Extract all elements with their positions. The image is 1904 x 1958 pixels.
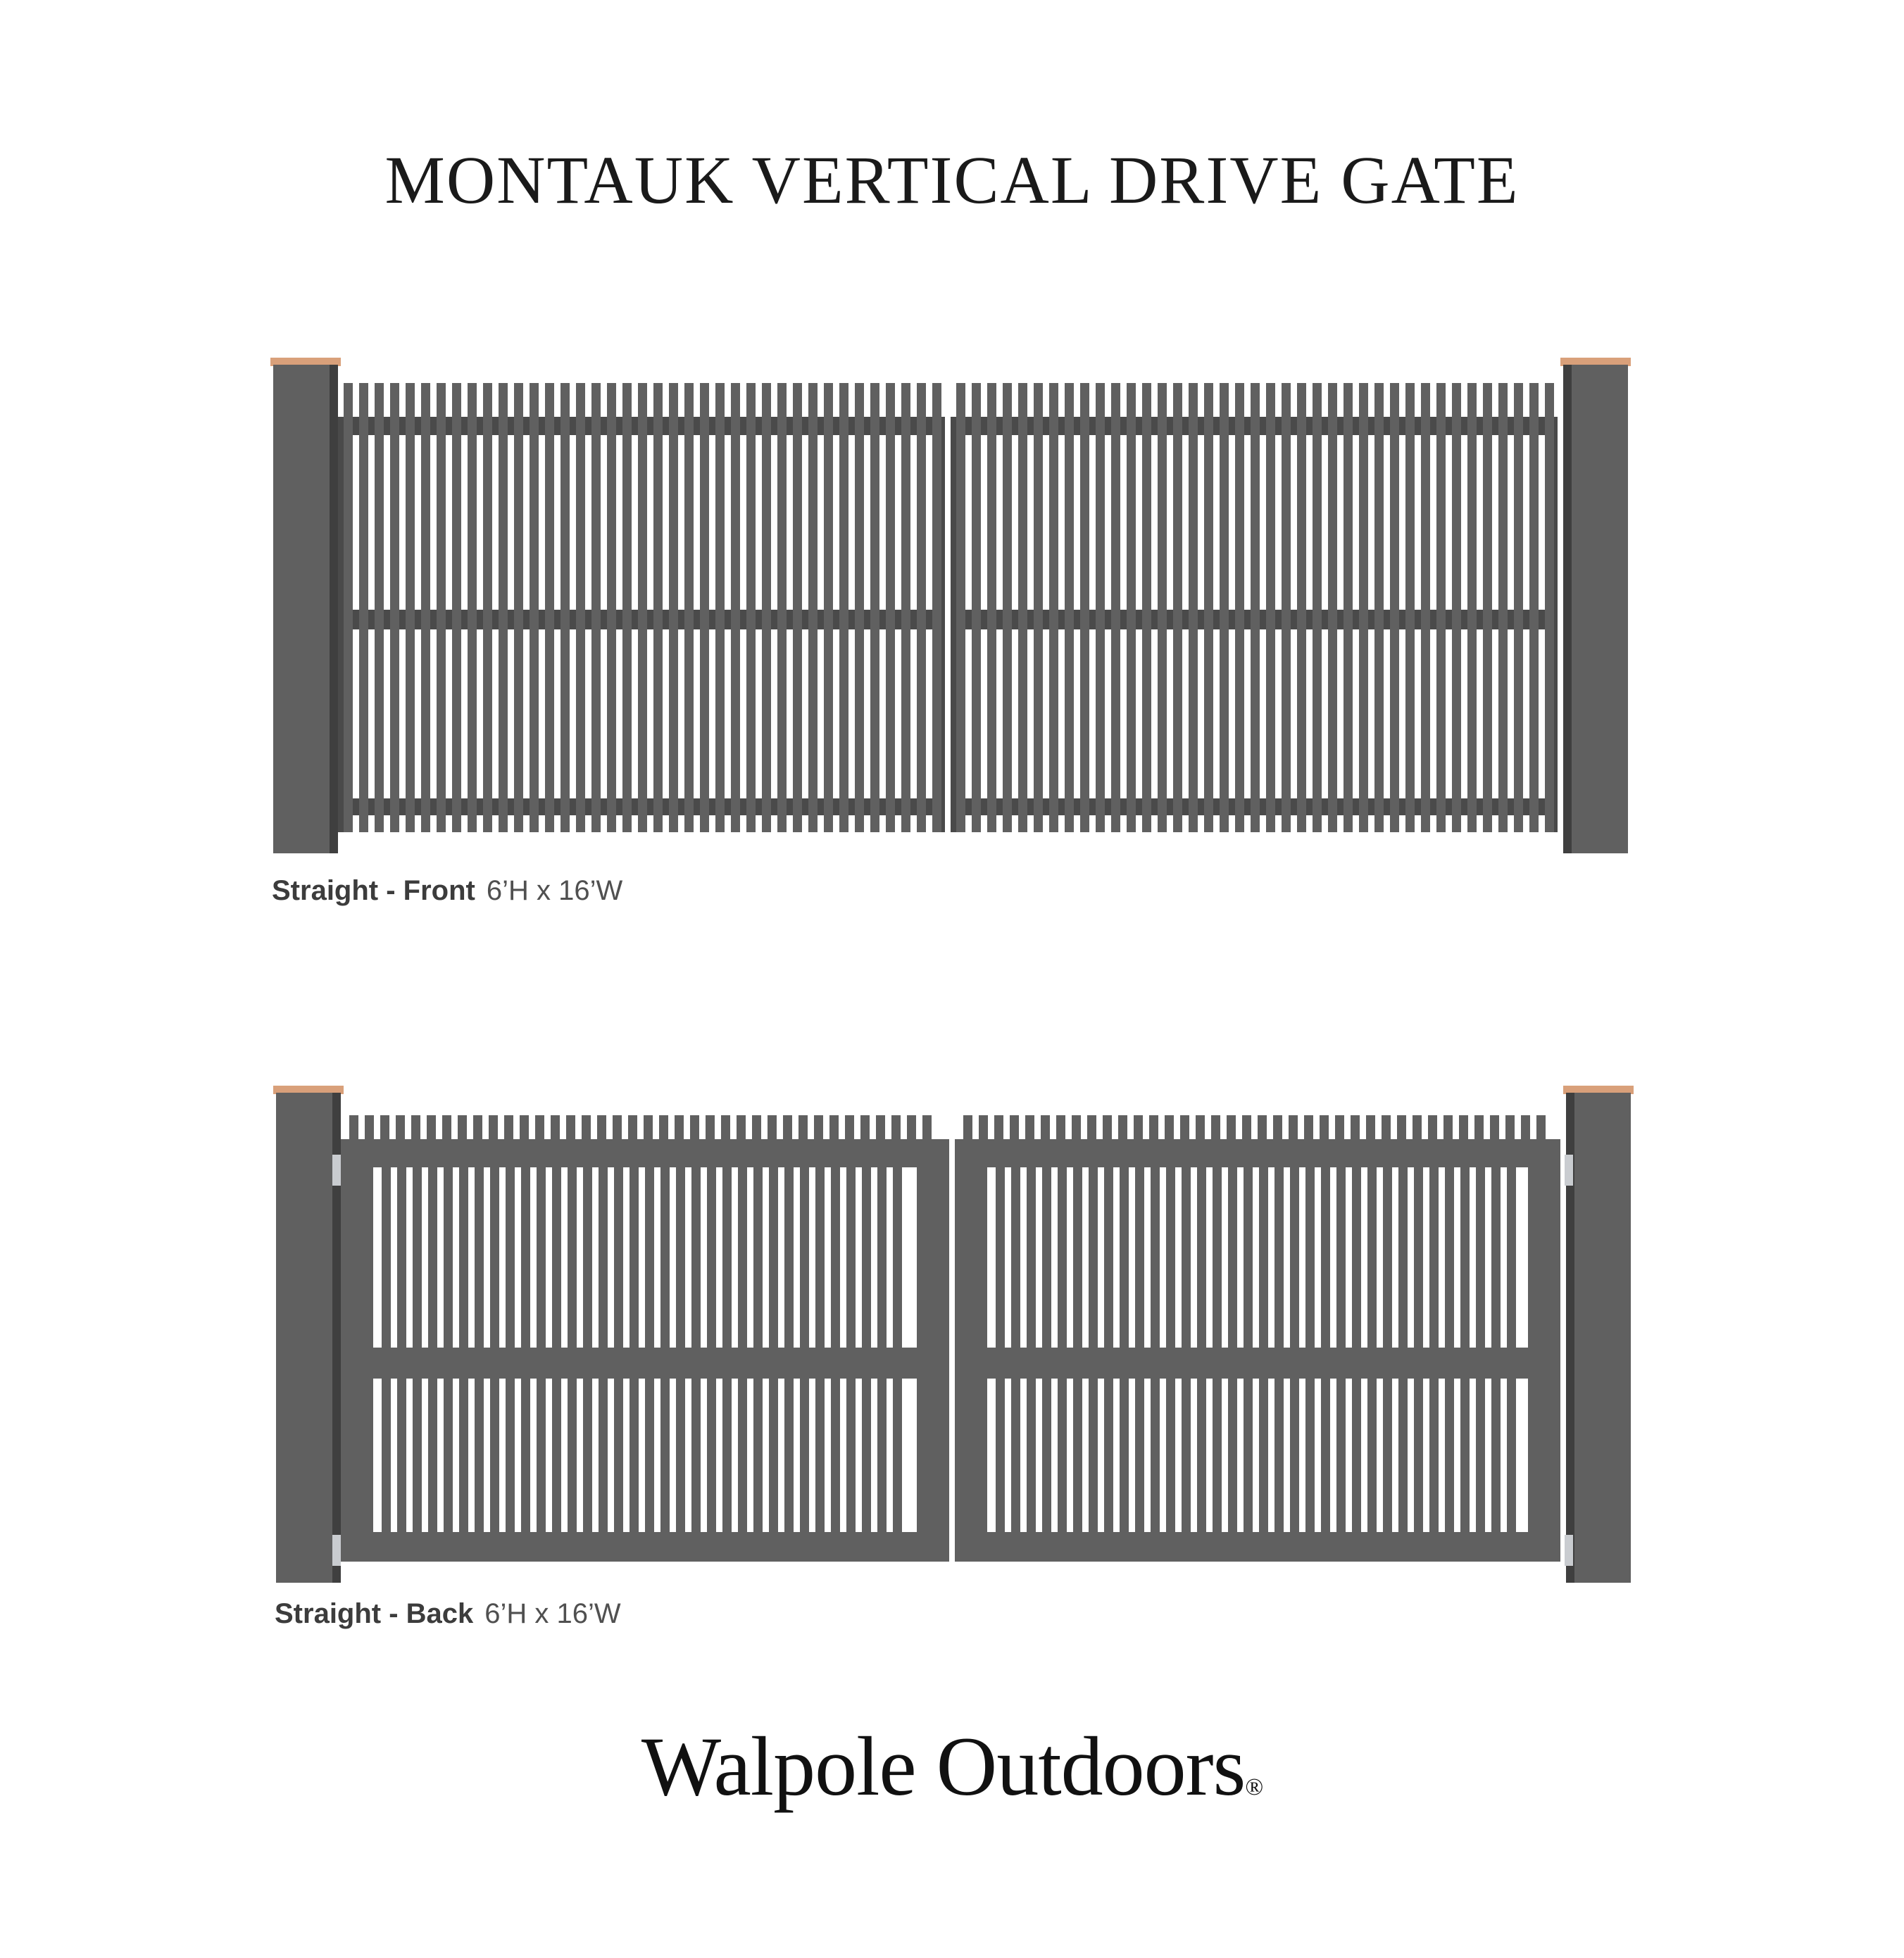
picket bbox=[382, 1379, 391, 1532]
picket bbox=[1476, 1379, 1485, 1532]
caption-front-view: Straight - Front bbox=[272, 875, 475, 906]
picket bbox=[753, 1167, 763, 1348]
picket bbox=[475, 1167, 484, 1348]
picket bbox=[1034, 383, 1043, 832]
picket bbox=[1127, 383, 1136, 832]
middle-rail bbox=[955, 1348, 1560, 1379]
picket bbox=[521, 1379, 530, 1532]
picket bbox=[1483, 383, 1492, 832]
picket bbox=[996, 1167, 1005, 1348]
picket bbox=[1405, 383, 1415, 832]
picket bbox=[1421, 383, 1430, 832]
caption-front bbox=[272, 875, 622, 907]
picket bbox=[831, 1379, 840, 1532]
picket bbox=[1158, 383, 1167, 832]
picket bbox=[784, 1379, 794, 1532]
picket bbox=[676, 1379, 685, 1532]
picket bbox=[1321, 1167, 1330, 1348]
picket bbox=[972, 383, 981, 832]
picket bbox=[691, 1379, 701, 1532]
picket bbox=[1498, 383, 1508, 832]
picket bbox=[1374, 383, 1384, 832]
picket bbox=[1259, 1379, 1268, 1532]
picket bbox=[638, 383, 647, 832]
picket bbox=[1011, 1167, 1020, 1348]
picket bbox=[1235, 383, 1244, 832]
picket bbox=[1120, 1167, 1129, 1348]
picket bbox=[428, 1167, 437, 1348]
picket bbox=[1027, 1167, 1036, 1348]
caption-back bbox=[275, 1598, 621, 1630]
picket bbox=[846, 1167, 856, 1348]
picket bbox=[1089, 1379, 1098, 1532]
picket bbox=[583, 1167, 592, 1348]
picket bbox=[1197, 1379, 1206, 1532]
picket bbox=[1414, 1379, 1423, 1532]
picket bbox=[614, 1379, 623, 1532]
caption-front-dimensions: 6’H x 16’W bbox=[486, 875, 623, 906]
brand-name: Walpole Outdoors bbox=[641, 1719, 1246, 1813]
picket bbox=[1514, 383, 1523, 832]
picket bbox=[1336, 1167, 1346, 1348]
picket bbox=[390, 383, 399, 832]
picket bbox=[552, 1167, 561, 1348]
picket bbox=[996, 1379, 1005, 1532]
picket bbox=[1042, 1379, 1051, 1532]
picket bbox=[1452, 383, 1461, 832]
picket bbox=[815, 1379, 825, 1532]
picket bbox=[893, 1167, 902, 1348]
picket bbox=[1120, 1379, 1129, 1532]
picket bbox=[1460, 1379, 1470, 1532]
picket bbox=[862, 1379, 871, 1532]
picket bbox=[1027, 1379, 1036, 1532]
picket bbox=[483, 383, 492, 832]
top-rail bbox=[955, 1139, 1560, 1167]
picket bbox=[1529, 383, 1539, 832]
picket bbox=[1290, 1379, 1299, 1532]
picket bbox=[676, 1167, 685, 1348]
picket bbox=[762, 383, 771, 832]
picket bbox=[793, 383, 802, 832]
picket bbox=[344, 383, 353, 832]
picket bbox=[490, 1167, 499, 1348]
picket bbox=[428, 1379, 437, 1532]
picket bbox=[1220, 383, 1229, 832]
picket bbox=[1244, 1379, 1253, 1532]
picket bbox=[1328, 383, 1337, 832]
picket bbox=[1111, 383, 1120, 832]
picket bbox=[530, 383, 539, 832]
picket bbox=[382, 1167, 391, 1348]
picket bbox=[1073, 1379, 1082, 1532]
picket bbox=[514, 383, 523, 832]
picket bbox=[1042, 1167, 1051, 1348]
picket bbox=[1166, 1379, 1175, 1532]
picket bbox=[1228, 1379, 1237, 1532]
picket bbox=[1104, 1167, 1113, 1348]
picket bbox=[552, 1379, 561, 1532]
picket bbox=[1003, 383, 1012, 832]
picket bbox=[1336, 1379, 1346, 1532]
picket bbox=[1359, 383, 1368, 832]
picket bbox=[499, 383, 508, 832]
picket bbox=[707, 1167, 716, 1348]
picket bbox=[1228, 1167, 1237, 1348]
picket bbox=[1367, 1167, 1377, 1348]
picket bbox=[1204, 383, 1213, 832]
picket bbox=[1259, 1167, 1268, 1348]
picket bbox=[660, 1379, 670, 1532]
picket bbox=[444, 1379, 453, 1532]
picket bbox=[1305, 1379, 1315, 1532]
picket bbox=[738, 1379, 747, 1532]
picket bbox=[769, 1379, 778, 1532]
picket bbox=[1151, 1167, 1160, 1348]
picket bbox=[1491, 1167, 1501, 1348]
picket bbox=[800, 1379, 809, 1532]
picket bbox=[1290, 1167, 1299, 1348]
picket bbox=[1274, 1379, 1284, 1532]
picket bbox=[1383, 1379, 1392, 1532]
post-side bbox=[330, 365, 338, 853]
picket bbox=[1367, 1379, 1377, 1532]
picket bbox=[1173, 383, 1182, 832]
picket bbox=[1080, 383, 1089, 832]
picket bbox=[893, 1379, 902, 1532]
hinge bbox=[1565, 1155, 1573, 1186]
picket bbox=[800, 1167, 809, 1348]
picket bbox=[707, 1379, 716, 1532]
picket bbox=[1135, 1379, 1144, 1532]
picket bbox=[753, 1379, 763, 1532]
picket bbox=[886, 383, 895, 832]
picket bbox=[607, 383, 616, 832]
picket bbox=[1445, 1379, 1454, 1532]
picket bbox=[1545, 383, 1554, 832]
picket bbox=[359, 383, 368, 832]
picket bbox=[877, 1167, 887, 1348]
hinge bbox=[332, 1535, 341, 1566]
picket bbox=[1049, 383, 1058, 832]
picket bbox=[1344, 383, 1353, 832]
picket bbox=[1282, 383, 1291, 832]
picket bbox=[1436, 383, 1446, 832]
picket bbox=[1305, 1167, 1315, 1348]
picket bbox=[568, 1379, 577, 1532]
picket bbox=[839, 383, 848, 832]
picket bbox=[1467, 383, 1477, 832]
picket bbox=[568, 1167, 577, 1348]
picket bbox=[537, 1167, 546, 1348]
picket bbox=[397, 1379, 406, 1532]
picket bbox=[653, 383, 663, 832]
picket bbox=[862, 1167, 871, 1348]
picket bbox=[722, 1379, 732, 1532]
picket bbox=[815, 1167, 825, 1348]
picket bbox=[599, 1167, 608, 1348]
post bbox=[1566, 1093, 1631, 1583]
picket bbox=[1135, 1167, 1144, 1348]
picket bbox=[1104, 1379, 1113, 1532]
picket bbox=[599, 1379, 608, 1532]
picket bbox=[777, 383, 787, 832]
picket bbox=[452, 383, 461, 832]
picket bbox=[1491, 1379, 1501, 1532]
picket bbox=[490, 1379, 499, 1532]
picket bbox=[660, 1167, 670, 1348]
picket bbox=[1321, 1379, 1330, 1532]
picket bbox=[917, 383, 926, 832]
picket bbox=[824, 383, 833, 832]
post bbox=[273, 365, 338, 853]
picket bbox=[722, 1167, 732, 1348]
picket bbox=[684, 383, 694, 832]
picket bbox=[1383, 1167, 1392, 1348]
picket bbox=[614, 1167, 623, 1348]
registered-mark: ® bbox=[1245, 1774, 1263, 1800]
picket bbox=[437, 383, 446, 832]
picket bbox=[1182, 1167, 1191, 1348]
picket bbox=[1018, 383, 1027, 832]
picket bbox=[630, 1379, 639, 1532]
picket bbox=[421, 383, 430, 832]
picket bbox=[1445, 1167, 1454, 1348]
picket bbox=[746, 383, 756, 832]
picket bbox=[560, 383, 570, 832]
picket bbox=[1065, 383, 1074, 832]
picket bbox=[622, 383, 632, 832]
bottom-rail bbox=[955, 1532, 1560, 1562]
picket bbox=[956, 383, 965, 832]
picket bbox=[459, 1379, 468, 1532]
picket bbox=[1398, 1379, 1408, 1532]
picket bbox=[506, 1167, 515, 1348]
picket bbox=[784, 1167, 794, 1348]
picket bbox=[1096, 383, 1105, 832]
picket bbox=[521, 1167, 530, 1348]
picket bbox=[1507, 1167, 1516, 1348]
picket bbox=[987, 383, 996, 832]
hinge bbox=[1565, 1535, 1573, 1566]
picket bbox=[738, 1167, 747, 1348]
picket bbox=[1213, 1379, 1222, 1532]
picket bbox=[1429, 1167, 1439, 1348]
bottom-rail bbox=[341, 1532, 949, 1562]
picket bbox=[630, 1167, 639, 1348]
picket bbox=[1251, 383, 1260, 832]
picket bbox=[1073, 1167, 1082, 1348]
brand-logo bbox=[0, 1718, 1904, 1815]
picket bbox=[1213, 1167, 1222, 1348]
picket bbox=[1460, 1167, 1470, 1348]
picket bbox=[1011, 1379, 1020, 1532]
picket bbox=[769, 1167, 778, 1348]
picket bbox=[413, 1379, 422, 1532]
picket bbox=[1398, 1167, 1408, 1348]
picket bbox=[1313, 383, 1322, 832]
picket bbox=[1266, 383, 1275, 832]
picket bbox=[576, 383, 585, 832]
picket bbox=[855, 383, 864, 832]
picket bbox=[397, 1167, 406, 1348]
picket bbox=[1189, 383, 1198, 832]
picket bbox=[932, 383, 941, 832]
picket bbox=[1390, 383, 1399, 832]
picket bbox=[1429, 1379, 1439, 1532]
middle-rail bbox=[341, 1348, 949, 1379]
post bbox=[276, 1093, 341, 1583]
picket bbox=[506, 1379, 515, 1532]
picket bbox=[1297, 383, 1306, 832]
picket bbox=[901, 383, 910, 832]
picket bbox=[731, 383, 740, 832]
picket bbox=[406, 383, 415, 832]
picket bbox=[870, 383, 879, 832]
picket bbox=[700, 383, 709, 832]
picket bbox=[591, 383, 601, 832]
picket bbox=[1182, 1379, 1191, 1532]
gate-front-illustration bbox=[0, 338, 1904, 873]
picket bbox=[1151, 1379, 1160, 1532]
picket bbox=[1507, 1379, 1516, 1532]
picket bbox=[459, 1167, 468, 1348]
post bbox=[1563, 365, 1628, 853]
picket bbox=[468, 383, 477, 832]
page-title: MONTAUK VERTICAL DRIVE GATE bbox=[384, 142, 1520, 218]
picket bbox=[1244, 1167, 1253, 1348]
picket bbox=[846, 1379, 856, 1532]
picket bbox=[1089, 1167, 1098, 1348]
top-rail bbox=[341, 1139, 949, 1167]
picket bbox=[1058, 1379, 1067, 1532]
picket bbox=[413, 1167, 422, 1348]
picket bbox=[583, 1379, 592, 1532]
hinge bbox=[332, 1155, 341, 1186]
picket bbox=[808, 383, 818, 832]
picket bbox=[475, 1379, 484, 1532]
caption-back-dimensions: 6’H x 16’W bbox=[484, 1598, 621, 1629]
gate-back-illustration bbox=[0, 1056, 1904, 1591]
picket bbox=[375, 383, 384, 832]
picket bbox=[691, 1167, 701, 1348]
picket bbox=[1197, 1167, 1206, 1348]
picket bbox=[1414, 1167, 1423, 1348]
picket bbox=[715, 383, 725, 832]
picket bbox=[545, 383, 554, 832]
picket bbox=[1274, 1167, 1284, 1348]
picket bbox=[1142, 383, 1151, 832]
picket bbox=[1058, 1167, 1067, 1348]
picket bbox=[645, 1167, 654, 1348]
picket bbox=[1476, 1167, 1485, 1348]
picket bbox=[1352, 1167, 1361, 1348]
picket bbox=[877, 1379, 887, 1532]
post-side bbox=[1563, 365, 1572, 853]
picket bbox=[537, 1379, 546, 1532]
picket bbox=[669, 383, 678, 832]
picket bbox=[1352, 1379, 1361, 1532]
caption-back-view: Straight - Back bbox=[275, 1598, 474, 1629]
picket bbox=[831, 1167, 840, 1348]
picket bbox=[645, 1379, 654, 1532]
picket bbox=[1166, 1167, 1175, 1348]
picket bbox=[444, 1167, 453, 1348]
